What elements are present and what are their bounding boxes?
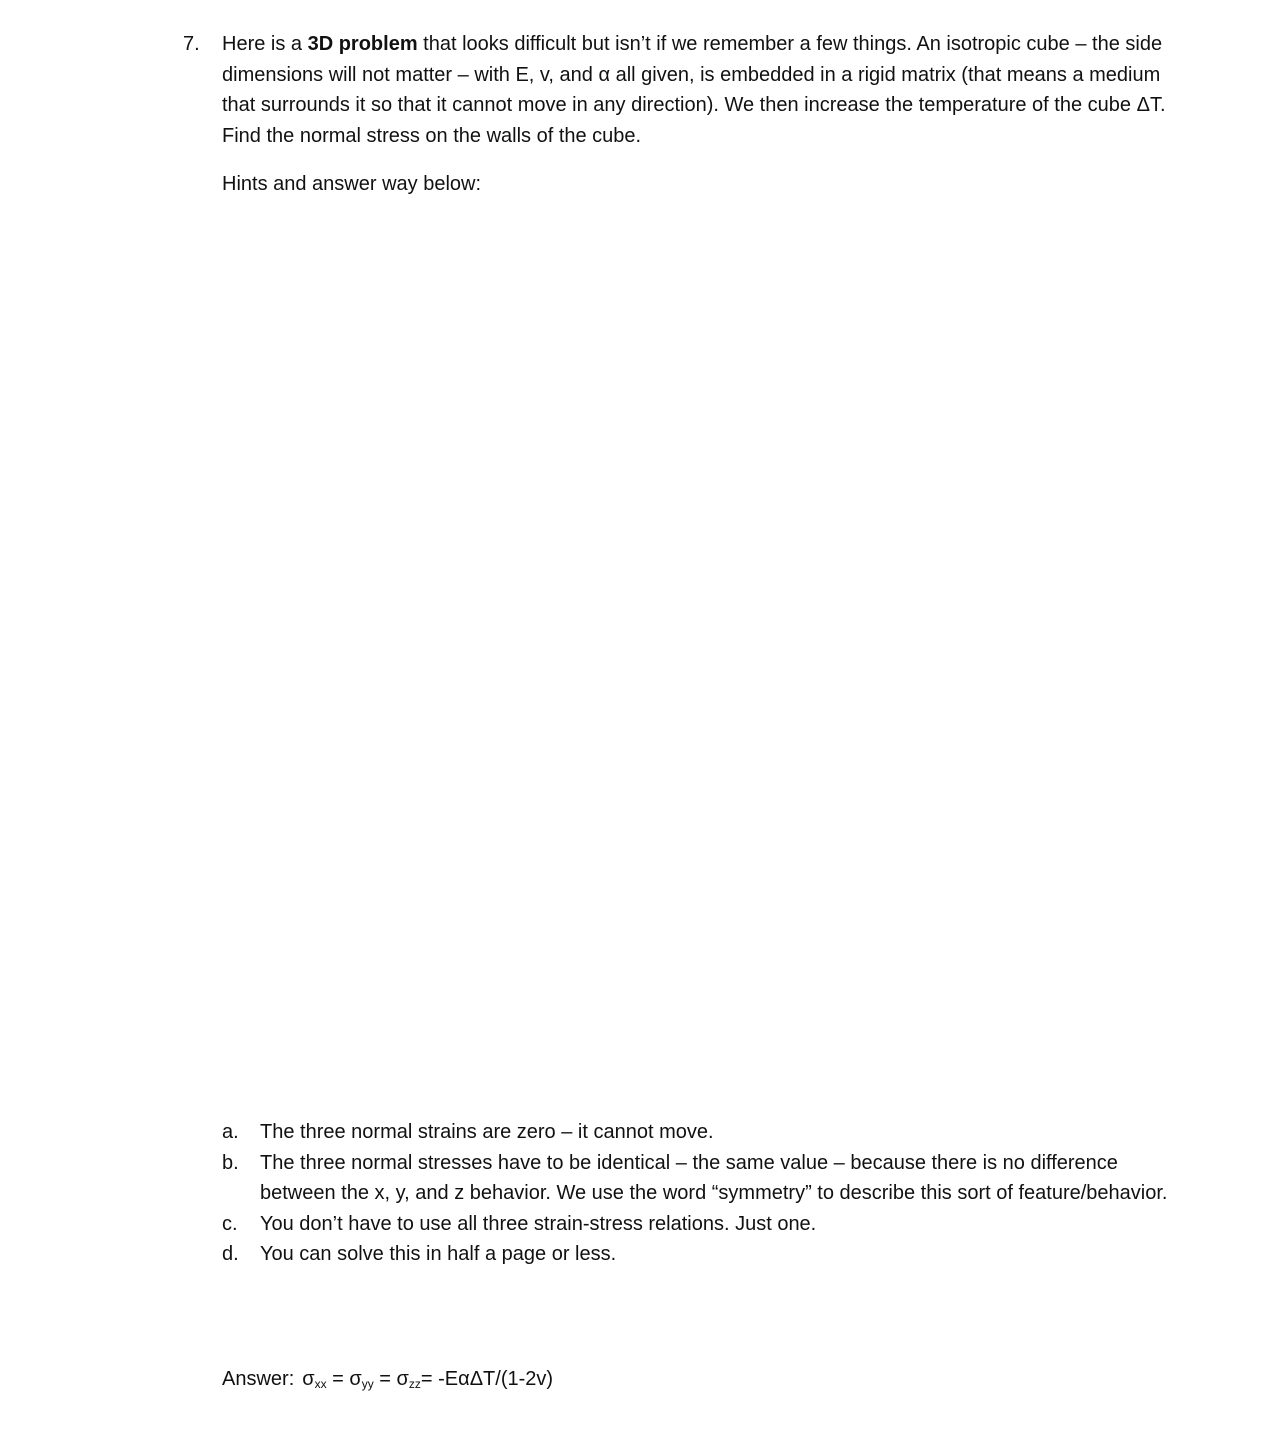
hint-item	[222, 1148, 1182, 1209]
answer-line	[222, 1363, 553, 1400]
hint-item	[222, 1209, 1182, 1240]
hint-marker: d.	[222, 1243, 239, 1265]
answer-label: Answer:	[222, 1368, 295, 1390]
hints-list	[222, 1117, 1182, 1270]
hint-item	[222, 1117, 1182, 1148]
hint-text: You can solve this in half a page or less.	[260, 1243, 617, 1265]
hints-intro: Hints and answer way below:	[222, 173, 482, 195]
hint-text: The three normal stresses have to be identical – the same value – because there is no difference between the x, y, and z behavior. We use the word “symmetry” to describe this sort of feature/behavior.	[260, 1151, 1168, 1204]
hint-marker: b.	[222, 1151, 239, 1174]
hint-marker: a.	[222, 1121, 239, 1143]
equals-sign: =	[373, 1368, 397, 1390]
problem-statement	[222, 29, 1173, 151]
hint-text: You don’t have to use all three strain-stress relations. Just one.	[260, 1212, 817, 1235]
problem-text-rest: that looks difficult but isn’t if we remember a few things. An isotropic cube – the side dimensions will not matter – with E, v, and α all given, is embedded in a rigid matrix (that means a medium that surrounds it so that it cannot move in any direction). We then increase the temperature of the cube ΔT. Find the normal stress on the walls of the cube.	[222, 33, 1166, 147]
hint-marker: c.	[222, 1212, 238, 1235]
problem-number: 7.	[183, 33, 200, 55]
sigma-symbol: σ	[302, 1368, 315, 1390]
hint-text: The three normal strains are zero – it cannot move.	[260, 1121, 714, 1143]
answer-expression: -EαΔT/(1-2v)	[438, 1368, 554, 1390]
problem-text-bold: 3D problem	[307, 33, 418, 55]
equals-sign: =	[326, 1368, 350, 1390]
subscript-yy: yy	[361, 1377, 374, 1391]
sigma-symbol: σ	[349, 1368, 362, 1390]
subscript-zz: zz	[408, 1377, 421, 1391]
sigma-symbol: σ	[396, 1368, 409, 1390]
problem-text-start: Here is a	[222, 33, 308, 55]
subscript-xx: xx	[314, 1377, 327, 1391]
equals-sign: =	[420, 1368, 439, 1390]
hint-item	[222, 1239, 1182, 1270]
problem-7	[183, 29, 1173, 151]
